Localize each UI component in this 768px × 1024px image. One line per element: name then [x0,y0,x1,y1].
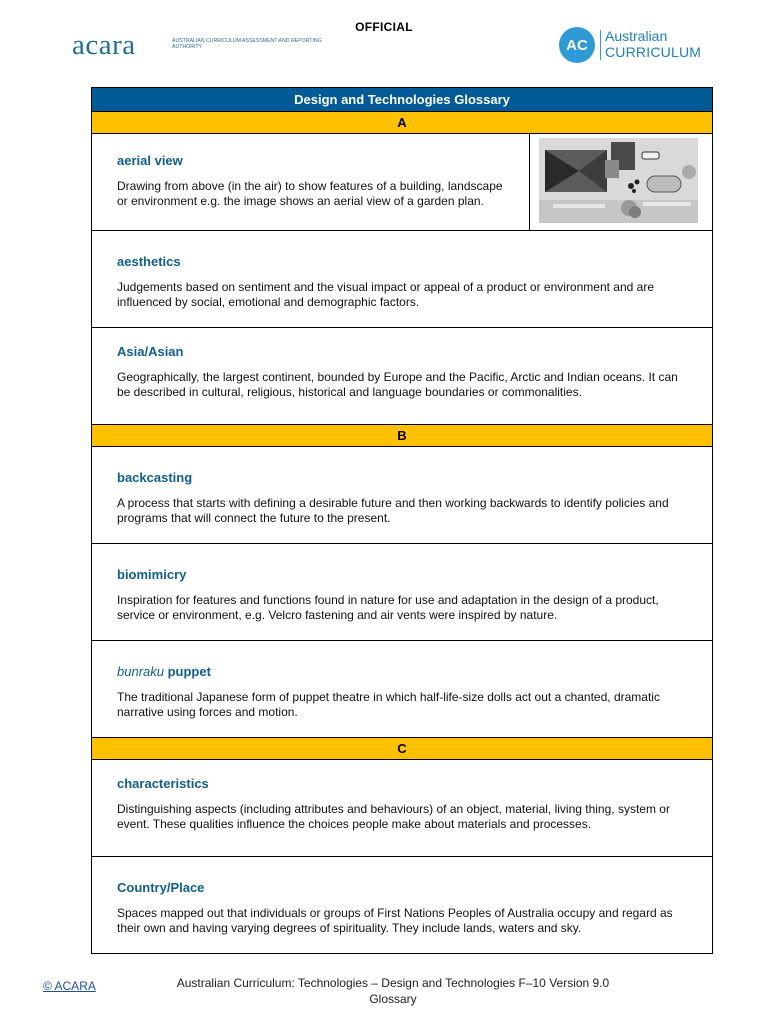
entry-definition: The traditional Japanese form of puppet theatre in which half-life-size dolls act out a chanted, dramatic narrative using forces and motion. [117,690,660,719]
glossary-entry-biomimicry [92,544,712,641]
entry-definition: Distinguishing aspects (including attributes and behaviours) of an object, material, living thing, system or event. These qualities influence the choices people make about materials and processes. [117,802,670,831]
entry-term: backcasting [117,470,193,485]
footer-document-title [150,975,636,1007]
entry-definition: A process that starts with defining a desirable future and then working backwards to identify policies and programs that will connect the future to the present. [117,496,669,525]
section-header-b: B [92,425,712,447]
ac-logo-line2: CURRICULUM [605,44,702,60]
aerial-garden-plan-image [539,138,698,223]
entry-term: characteristics [117,776,209,791]
entry-definition: Drawing from above (in the air) to show features of a building, landscape or environment e.g. the image shows an aerial view of a garden plan. [117,179,503,208]
section-header-a: A [92,112,712,134]
entry-term: Asia/Asian [117,344,184,359]
entry-term: Country/Place [117,880,205,895]
australian-curriculum-logo [559,27,709,63]
entry-definition: Inspiration for features and functions found in nature for use and adaptation in the design of a product, service or environment, e.g. Velcro fastening and air vents were inspired by nature. [117,593,659,622]
glossary-entry-asia [92,328,712,425]
copyright-link[interactable]: © ACARA [43,979,96,993]
entry-term-italic: bunraku [117,664,164,679]
entry-definition: Geographically, the largest continent, bounded by Europe and the Pacific, Arctic and Indian oceans. It can be described in cultural, religious, historical and language boundaries or commonalities. [117,370,678,399]
acara-subtitle: AUSTRALIAN CURRICULUM ASSESSMENT AND REPORTING AUTHORITY [172,38,322,50]
ac-logo-line1: Australian [605,28,668,44]
entry-definition: Judgements based on sentiment and the visual impact or appeal of a product or environment and are influenced by social, emotional and demographic factors. [117,280,654,309]
entry-definition: Spaces mapped out that individuals or groups of First Nations Peoples of Australia occupy and regard as their own and having varying degrees of spirituality. They include lands, waters and sky. [117,906,673,935]
footer-line1: Australian Curriculum: Technologies – Design and Technologies F–10 Version 9.0 [176,976,610,990]
glossary-entry-aerial-view [92,134,712,231]
glossary-table [91,87,713,954]
acara-wordmark: acara [72,29,136,61]
entry-term: biomimicry [117,567,187,582]
entry-term [117,664,686,680]
glossary-entry-backcasting [92,447,712,544]
glossary-entry-characteristics [92,760,712,857]
classification-label: OFFICIAL [355,20,413,34]
footer-line2: Glossary [369,992,417,1006]
glossary-entry-country-place [92,857,712,954]
glossary-entry-bunraku-puppet [92,641,712,738]
glossary-title: Design and Technologies Glossary [92,88,712,112]
section-header-c: C [92,738,712,760]
logo-divider [600,30,601,60]
ac-badge-icon: AC [559,27,595,63]
entry-term-rest: puppet [163,664,211,679]
entry-term: aerial view [117,153,183,168]
entry-term: aesthetics [117,254,181,269]
aerial-view-image-cell [529,134,712,230]
glossary-entry-aesthetics [92,231,712,328]
